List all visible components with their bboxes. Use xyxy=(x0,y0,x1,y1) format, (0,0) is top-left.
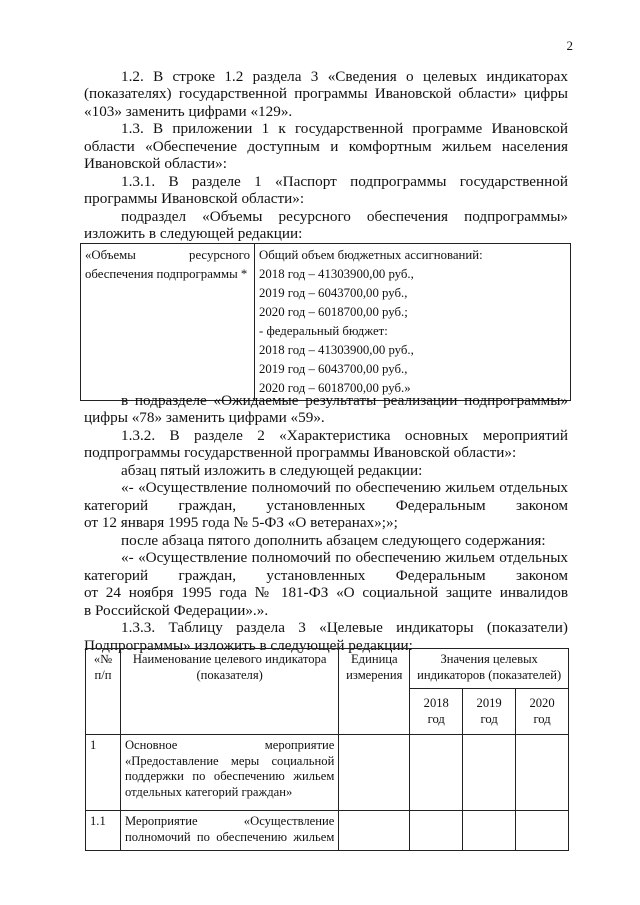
paragraph-1-3-3-line-2: Подпрограммы» изложить в следующей редакции: xyxy=(84,637,413,654)
paragraph-1-3-2-line-2: подпрограммы государственной программы Ивановской области»: xyxy=(84,444,517,461)
row-2-name xyxy=(120,811,338,851)
row-1-name-line-4: отдельных категорий граждан» xyxy=(124,784,293,799)
paragraph-1-3-3-line-1: 1.3.3. Таблицу раздела 3 «Целевые индикаторы (показатели) xyxy=(121,619,568,636)
paragraph-add-abzac: после абзаца пятого дополнить абзацем следующего содержания: xyxy=(121,532,546,549)
quote-veterans-line-2: категорий граждан, установленных Федеральным законом xyxy=(84,497,568,514)
budget-line-8: 2020 год – 6018700,00 руб.» xyxy=(259,381,411,395)
resource-support-label-line-1: «Объемы ресурсного xyxy=(85,248,250,262)
paragraph-1-3-2-line-1: 1.3.2. В разделе 2 «Характеристика основных мероприятий xyxy=(121,427,568,444)
budget-line-6: 2018 год – 41303900,00 руб., xyxy=(259,343,414,357)
row-2-name-line-1: Мероприятие «Осуществление xyxy=(124,814,335,828)
header-number: «№ п/п xyxy=(86,649,121,735)
row-1-name-line-3: поддержки по обеспечению жильем xyxy=(124,769,335,783)
header-year-2020: 2020 год xyxy=(516,689,569,735)
row-1-name-line-1: Основное мероприятие xyxy=(124,738,335,752)
row-2-2018 xyxy=(410,811,463,851)
quote-disabled-line-1: «- «Осуществление полномочий по обеспечению жильем отдельных xyxy=(121,549,568,566)
resource-support-table xyxy=(80,243,571,401)
budget-line-2: 2018 год – 41303900,00 руб., xyxy=(259,267,414,281)
row-2-unit xyxy=(339,811,410,851)
row-1-2020 xyxy=(516,735,569,811)
paragraph-1-3-1-line-2: программы Ивановской области»: xyxy=(84,190,305,207)
row-2-number: 1.1 xyxy=(86,811,121,851)
paragraph-1-3-line-3: Ивановской области»: xyxy=(84,155,227,172)
quote-disabled-line-3: от 24 ноября 1995 года № 181-ФЗ «О социальной защите инвалидов xyxy=(84,584,568,601)
row-1-number: 1 xyxy=(86,735,121,811)
paragraph-subsection-line-2: изложить в следующей редакции: xyxy=(84,225,303,242)
row-1-2019 xyxy=(463,735,516,811)
header-indicator-name: Наименование целевого индикатора (показателя) xyxy=(120,649,338,735)
header-target-values: Значения целевых индикаторов (показателей) xyxy=(410,649,569,689)
quote-veterans-line-1: «- «Осуществление полномочий по обеспечению жильем отдельных xyxy=(121,479,568,496)
row-1-unit xyxy=(339,735,410,811)
header-unit: Единица измерения xyxy=(339,649,410,735)
paragraph-subsection-line-1: подраздел «Объемы ресурсного обеспечения подпрограммы» xyxy=(121,208,568,225)
quote-disabled-line-2: категорий граждан, установленных Федеральным законом xyxy=(84,567,568,584)
row-1-2018 xyxy=(410,735,463,811)
resource-support-values-cell xyxy=(255,244,571,401)
resource-support-label-cell xyxy=(81,244,255,401)
row-1-name-line-2: «Предоставление меры социальной xyxy=(124,753,335,768)
resource-support-label-line-2: обеспечения подпрограммы * xyxy=(85,267,248,281)
page-number: 2 xyxy=(566,38,573,53)
budget-line-1: Общий объем бюджетных ассигнований: xyxy=(259,248,483,262)
row-2-2020 xyxy=(516,811,569,851)
paragraph-expected-results-line-2: цифры «78» заменить цифрами «59». xyxy=(84,409,325,426)
header-year-2019: 2019 год xyxy=(463,689,516,735)
quote-veterans-line-3: от 12 января 1995 года № 5-ФЗ «О ветеранах»;»; xyxy=(84,514,398,531)
paragraph-1-3-line-2: области «Обеспечение доступным и комфортным жильем населения xyxy=(84,138,568,155)
budget-line-5: - федеральный бюджет: xyxy=(259,324,388,338)
paragraph-expected-results-line-1: в подразделе «Ожидаемые результаты реализации подпрограммы» xyxy=(121,392,568,409)
paragraph-1-3-line-1: 1.3. В приложении 1 к государственной программе Ивановской xyxy=(121,120,568,137)
row-2-name-line-2: полномочий по обеспечению жильем xyxy=(124,829,335,844)
header-year-2018: 2018 год xyxy=(410,689,463,735)
row-2-2019 xyxy=(463,811,516,851)
row-1-name xyxy=(120,735,338,811)
paragraph-1-2-line-1: 1.2. В строке 1.2 раздела 3 «Сведения о целевых индикаторах xyxy=(121,68,568,85)
budget-line-4: 2020 год – 6018700,00 руб.; xyxy=(259,305,408,319)
paragraph-1-2-line-3: «103» заменить цифрами «129». xyxy=(84,103,293,120)
target-indicators-table xyxy=(85,648,569,851)
paragraph-1-2-line-2: (показателях) государственной программы Ивановской области» цифры xyxy=(84,85,568,102)
paragraph-fifth-abzac: абзац пятый изложить в следующей редакции: xyxy=(121,462,423,479)
budget-line-3: 2019 год – 6043700,00 руб., xyxy=(259,286,408,300)
quote-disabled-line-4: в Российской Федерации».». xyxy=(84,602,269,619)
budget-line-7: 2019 год – 6043700,00 руб., xyxy=(259,362,408,376)
paragraph-1-3-1-line-1: 1.3.1. В разделе 1 «Паспорт подпрограммы государственной xyxy=(121,173,568,190)
